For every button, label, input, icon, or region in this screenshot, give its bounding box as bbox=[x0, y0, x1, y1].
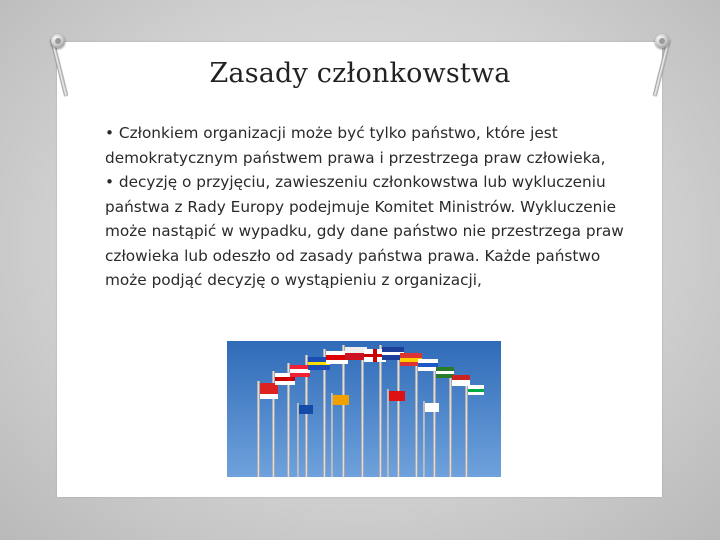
bullet-membership-condition: • Członkiem organizacji może być tylko państwo, które jest demokratycznym państwem prawa i przestrzega praw człowieka, bbox=[105, 124, 606, 167]
slide-body bbox=[105, 121, 625, 293]
slide-title: Zasady członkowstwa bbox=[209, 58, 511, 89]
left-bolt-icon bbox=[51, 34, 65, 48]
bullet-decision-process: • decyzję o przyjęciu, zawieszeniu członkowstwa lub wykluczeniu państwa z Rady Europy podejmuje Komitet Ministrów. Wykluczenie może nastąpić w wypadku, gdy dane państwo nie przestrzega praw człowieka lub odeszło od zasady państwa prawa. Każde państwo może podjąć decyzję o wystąpieniu z organizacji, bbox=[105, 173, 624, 289]
right-bolt-icon bbox=[655, 34, 669, 48]
flags-illustration bbox=[227, 341, 501, 477]
flags-photo bbox=[227, 341, 501, 477]
